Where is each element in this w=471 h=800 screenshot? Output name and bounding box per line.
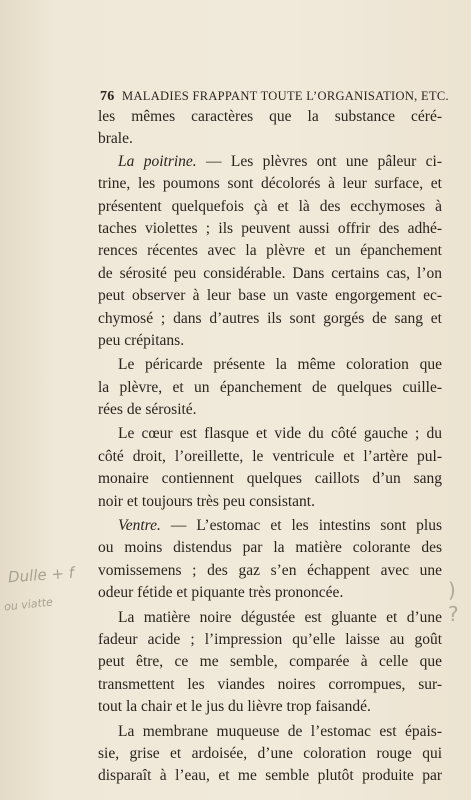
text-line: vomissemens ; des gaz s’en échappent avec une [98, 561, 442, 579]
text-line: La matière noire dégustée est gluante et d’une [118, 608, 442, 626]
text-line: peut observer à leur base un vaste engorgement ec- [98, 287, 442, 305]
paragraph-ventre [98, 515, 442, 537]
text-line: brale. [98, 130, 133, 148]
text-line: chymosé ; dans d’autres ils sont gorgés de sang et [98, 309, 442, 327]
text-line: présentent quelquefois çà et là des ecchymoses à [98, 197, 442, 215]
text-line: peut être, ce me semble, comparée à celle que [98, 653, 442, 671]
text-line: La membrane muqueuse de l’estomac est épais- [118, 722, 442, 740]
page-number: 76 [100, 89, 115, 104]
text-line: rées de sérosité. [98, 401, 197, 419]
text-line: rences récentes avec la plèvre et un épanchement [98, 242, 442, 260]
text-line: — Les plèvres ont une pâleur ci- [196, 152, 442, 170]
text-line: peu crépitans. [98, 331, 185, 349]
text-line: disparaît à l’eau, et me semble plutôt produite par [98, 767, 442, 785]
running-header [100, 89, 449, 105]
text-line: les mêmes caractères que la substance céré- [98, 108, 442, 125]
text-line: sie, grise et ardoisée, d’une coloration rouge qui [98, 744, 442, 762]
text-line: Le cœur est flasque et vide du côté gauche ; du [118, 425, 442, 443]
paragraph-poitrine [98, 151, 442, 173]
text-line: odeur fétide et piquante très prononcée. [98, 584, 344, 602]
text-line: fadeur acide ; l’impression qu’elle laisse au goût [98, 630, 442, 648]
text-line: côté droit, l’oreillette, le ventricule et l’artère pul- [98, 447, 442, 465]
text-line: — L’estomac et les intestins sont plus [160, 517, 442, 535]
text-line: transmettent les viandes noires corrompues, sur- [98, 675, 442, 693]
handwritten-margin-note: Dulle + f [7, 563, 75, 587]
text-line: ou moins distendus par la matière colorante des [98, 539, 442, 557]
text-line: tout la chair et le jus du lièvre trop faisandé. [98, 698, 371, 716]
text-line: noir et toujours très peu consistant. [98, 492, 315, 510]
page-body [98, 106, 442, 788]
text-line: Le péricarde présente la même coloration que [118, 356, 442, 374]
text-line: taches violettes ; ils peuvent aussi offrir des adhé- [98, 219, 442, 237]
handwritten-bracket-mark: ) ? [448, 578, 459, 626]
text-line: trine, les poumons sont décolorés à leur surface, et [98, 175, 442, 193]
text-line: de sérosité peu considérable. Dans certains cas, l’on [98, 264, 442, 282]
text-line: monaire contiennent quelques caillots d’un sang [98, 470, 442, 488]
text-line: la plèvre, et un épanchement de quelques cuille- [98, 378, 442, 396]
section-heading-poitrine: La poitrine. [118, 152, 197, 170]
section-heading-ventre: Ventre. [118, 517, 161, 535]
handwritten-margin-note: ou viatte [3, 595, 54, 614]
running-title: MALADIES FRAPPANT TOUTE L’ORGANISATION, ETC. [122, 89, 449, 103]
